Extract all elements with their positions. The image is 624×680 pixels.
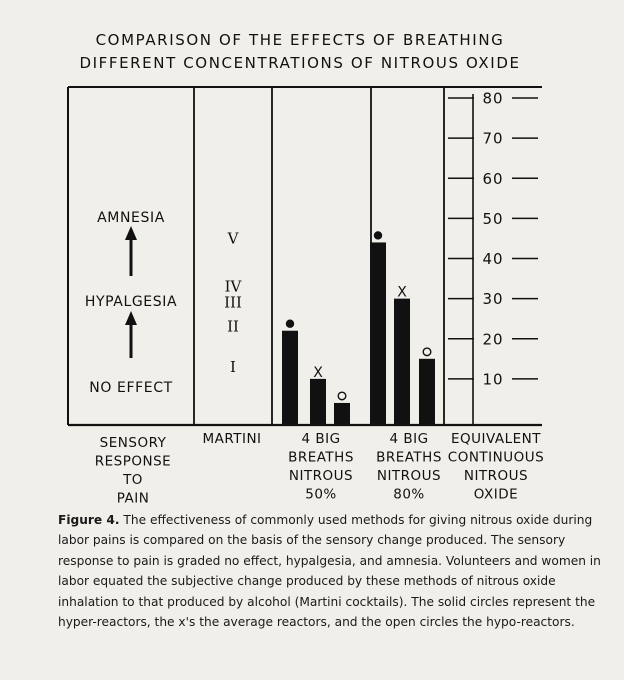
column-label-line: NITROUS (376, 468, 442, 484)
chart-title (79, 31, 520, 72)
bar (310, 379, 326, 425)
scale-tick-label: 20 (482, 330, 504, 349)
column-label-line: RESPONSE (94, 453, 172, 470)
sensory-level-label: AMNESIA (97, 210, 165, 226)
arrow-head (125, 311, 137, 325)
column-label-line: OXIDE (473, 486, 519, 503)
scale-tick-label: 70 (482, 129, 504, 148)
figure-caption (58, 510, 614, 632)
scale-column (448, 90, 538, 426)
bar (394, 299, 410, 425)
caption-text: The effectiveness of commonly used methods for giving nitrous oxide during labor pains is compared on the basis of the sensory change produced. The sensory response to pain is graded no effect, hypalgesia, and amnesia. Volunteers and women in labor equated the subjective change produced by these methods of nitrous oxide inhalation to that produced by alcohol (Martini cocktails). The solid circles represent the hyper-reactors, the x's the average reactors, and the open circles the hypo-reactors. (58, 513, 601, 630)
bar (419, 359, 435, 425)
column-label-line: MARTINI (202, 431, 262, 447)
arrow-head (125, 226, 137, 240)
chart-title-line: DIFFERENT CONCENTRATIONS OF NITROUS OXIDE (79, 54, 521, 72)
scale-tick-label: 40 (482, 250, 504, 268)
column-label-line: 4 BIG (389, 431, 429, 447)
martini-mark: III (224, 293, 242, 312)
column-label-line: 4 BIG (301, 431, 341, 447)
martini-mark: I (230, 357, 236, 376)
column-label-line: TO (123, 472, 143, 488)
scale-tick-label: 80 (482, 89, 504, 108)
scale-tick-label: 50 (482, 209, 504, 228)
column-label-line: SENSORY (99, 435, 167, 451)
caption-lead: Figure 4. (58, 513, 120, 527)
column-label-line: CONTINUOUS (447, 449, 545, 466)
average-reactor-marker: X (313, 364, 323, 381)
column-label-line: EQUIVALENT (450, 431, 542, 447)
column-label-line: NITROUS (463, 468, 529, 484)
column-label-line: 80% (393, 486, 425, 503)
column-label-line: PAIN (116, 490, 150, 505)
hypo-reactor-marker (338, 392, 346, 400)
bar-groups (282, 231, 435, 425)
sensory-level-label: HYPALGESIA (84, 294, 178, 310)
chart-title-line: COMPARISON OF THE EFFECTS OF BREATHING (95, 31, 505, 49)
sensory-column (85, 210, 177, 396)
sensory-level-label: NO EFFECT (89, 380, 173, 396)
column-label-line: NITROUS (288, 468, 354, 484)
bar (282, 331, 298, 425)
martini-mark: II (227, 317, 239, 336)
bar (370, 242, 386, 425)
martini-column (224, 229, 242, 375)
column-label-line: BREATHS (376, 449, 442, 466)
martini-mark: V (227, 229, 239, 248)
hyper-reactor-marker (286, 320, 294, 328)
column-label-line: 50% (305, 486, 337, 503)
column-labels (95, 431, 544, 505)
scale-tick-label: 60 (482, 169, 504, 188)
bar (334, 403, 350, 425)
average-reactor-marker: X (397, 284, 407, 301)
scale-tick-label: 10 (482, 370, 504, 389)
martini-mark: IV (224, 277, 242, 296)
column-label-line: BREATHS (288, 449, 354, 466)
scale-tick-label: 30 (482, 290, 504, 309)
hyper-reactor-marker (374, 231, 382, 239)
hypo-reactor-marker (423, 348, 431, 356)
